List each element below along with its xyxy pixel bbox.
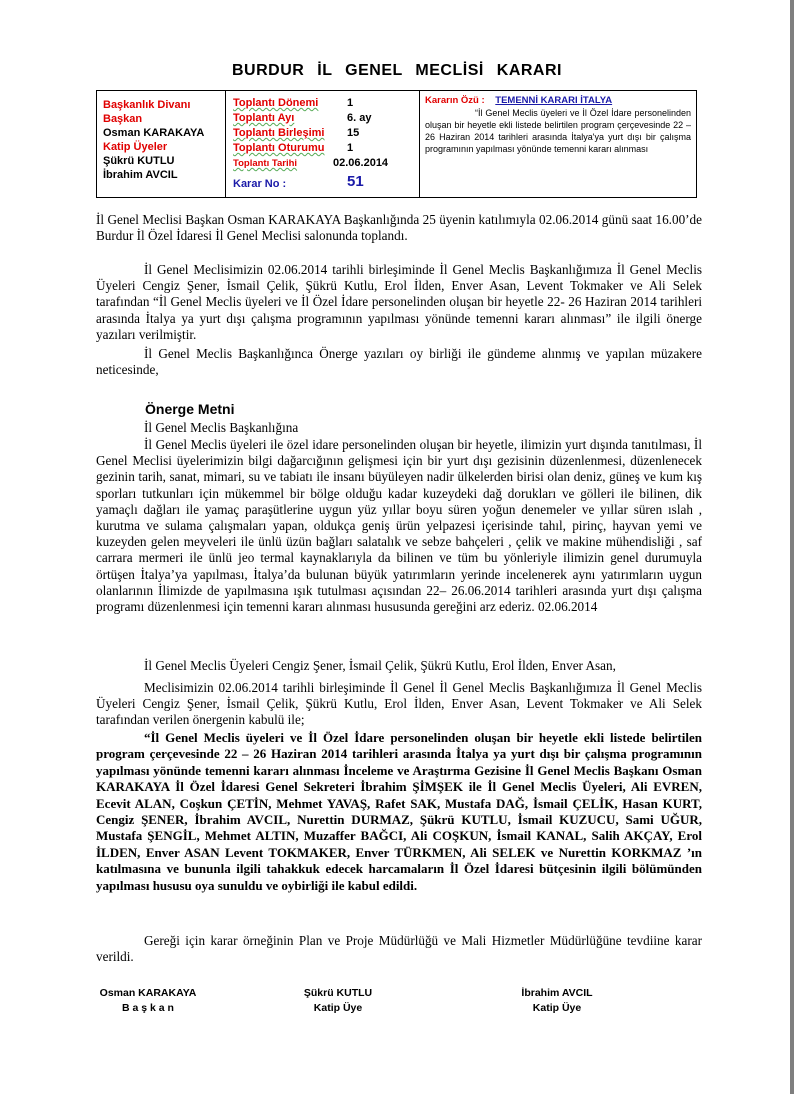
ay-value: 6. ay: [347, 112, 372, 124]
donem-label: Toplantı Dönemi: [233, 97, 319, 109]
header-table: [96, 90, 697, 198]
divan-label: Başkanlık Divanı: [103, 99, 191, 111]
onerge-heading: Önerge Metni: [145, 401, 235, 417]
decision-text: “İl Genel Meclis üyeleri ve İl Özel İdare personelinden oluşan bir heyetle ekli listede belirtilen program çerçevesinde 22 – 26 Haziran 2014 tarihleri arasında İtalya ya yurt dışı bir çalışma programının yapılması yönünde temenni kararı alınması İnceleme ve Araştırma Gezisine İl Genel Meclis Başkanı Osman KARAKAYA İl Özel İdaresi Genel Sekreteri İbrahim ŞİMŞEK ile İl Genel Meclis Üyeleri, Ali EVREN, Ecevit ALAN, Coşkun ÇETİN, Mehmet YAVAŞ, Rafet SAK, Mustafa DAĞ, İsmail ÇELİK, Hasan KURT, Cengiz ŞENER, İbrahim AVCIL, Nurettin DURMAZ, Şükrü KUTLU, İsmail KUZUCU, Sami UĞUR, Mustafa ŞENGİL, Mehmet ALTIN, Muzaffer BAĞCI, Ali COŞKUN, İsmail KANAL, Salih AKÇAY, Erol İLDEN, Enver ASAN Levent TOKMAKER, Enver TÜRKMEN, Ali SELEK ve Nurettin KORKMAZ ’ın katılmasına ve bununla ilgili tahakkuk edecek harcamaların İl Özel İdaresi bütçesinin ilgili bölümünden yapılması hususu oya sunuldu ve oybirliği ile kabul edildi.: [96, 730, 702, 893]
signature-role: Katip Üye: [313, 1002, 363, 1014]
signature-katip-1: [286, 986, 390, 1016]
document-title: BURDUR İL GENEL MECLİSİ KARARI: [232, 62, 562, 79]
tarih-value: 02.06.2014: [333, 157, 389, 169]
signature-role: B a ş k a n: [122, 1002, 174, 1014]
paragraph-5: Meclisimizin 02.06.2014 tarihli birleşiminde İl Genel İl Genel Meclis Başkanlığımıza İl Genel Meclis Üyeleri Cengiz Şener, İsmail Çelik, Şükrü Kutlu, Erol İlden, Enver Asan, Levent Tokmaker ve Ali Selek tarafından verilen önergenin kabulü ile;: [96, 680, 702, 728]
paragraph-2: İl Genel Meclisimizin 02.06.2014 tarihli birleşiminde İl Genel Meclis Başkanlığımıza İl Genel Meclis Üyeleri Cengiz Şener, İsmail Çelik, Şükrü Kutlu, Erol İlden, Enver Asan, Levent Tokmaker ve Ali Selek tarafından “İl Genel Meclis üyeleri ve İl Özel İdare personelinden oluşan bir heyetle 22- 26 Haziran 2014 tarihleri arasında İtalya ya yurt dışı çalışma programının yapılması yönünde temenni kararı alınması” ile ilgili önerge yazıları verilmiştir.: [96, 262, 702, 342]
onerge-signers: İl Genel Meclis Üyeleri Cengiz Şener, İsmail Çelik, Şükrü Kutlu, Erol İlden, Enver Asan,: [144, 658, 616, 673]
birlesim-label: Toplantı Birleşimi: [233, 127, 325, 139]
birlesim-value: 15: [347, 127, 360, 139]
signature-baskan: [96, 986, 200, 1016]
katip-name-2: İbrahim AVCIL: [103, 169, 178, 181]
signature-name: İbrahim AVCIL: [521, 987, 593, 999]
page-edge: [790, 0, 794, 1094]
karar-no-value: 51: [347, 173, 364, 190]
summary-heading: [425, 95, 612, 106]
paragraph-7: Gereği için karar örneğinin Plan ve Proje Müdürlüğü ve Mali Hizmetler Müdürlüğüne tevdiine karar verildi.: [96, 933, 702, 965]
katip-name-1: Şükrü KUTLU: [103, 155, 175, 167]
katip-label: Katip Üyeler: [103, 141, 168, 153]
paragraph-1: İl Genel Meclisi Başkan Osman KARAKAYA Başkanlığında 25 üyenin katılımıyla 02.06.2014 günü saat 16.00’de Burdur İl Özel İdaresi İl Genel Meclisi salonunda toplandı.: [96, 212, 702, 244]
signature-name: Şükrü KUTLU: [303, 987, 373, 999]
ay-label: Toplantı Ayı: [233, 112, 295, 124]
summary-description: “İl Genel Meclis üyeleri ve İl Özel İdare personelinden oluşan bir heyetle ekli listede belirtilen program çerçevesinde 22 – 26 Haziran 2014 tarihleri arasında İtalya'ya yurt dışı bir çalışma programının yapılması yönünde temenni kararı alınması: [425, 108, 691, 154]
baskan-label: Başkan: [103, 113, 143, 125]
summary-value: TEMENNİ KARARI İTALYA: [495, 95, 613, 106]
paragraph-3: İl Genel Meclis Başkanlığınca Önerge yazıları oy birliği ile gündeme alınmış ve yapılan müzakere neticesinde,: [96, 346, 702, 378]
signature-role: Katip Üye: [532, 1002, 582, 1014]
summary-cell: [419, 91, 696, 197]
signature-katip-2: [505, 986, 609, 1016]
summary-label: Kararın Özü :: [425, 95, 485, 106]
session-cell: [225, 91, 420, 197]
donem-value: 1: [347, 97, 354, 109]
baskan-name: Osman KARAKAYA: [103, 127, 205, 139]
signature-name: Osman KARAKAYA: [99, 987, 197, 999]
karar-no-label: Karar No :: [233, 178, 287, 190]
onerge-addressee: İl Genel Meclis Başkanlığına: [144, 420, 299, 435]
onerge-body: İl Genel Meclis üyeleri ile özel idare personelinden oluşan bir heyetle, ilimizin yurt dışında tanıtılması, İl Genel Meclisi üyelerimizin bilgi dağarcığının gelişmesi için bir yurt dışı gezisinin düzenlenmesi, düzenlenecek gezinin tarih, sanat, mimari, su ve tabiatı ile insanı büyüleyen nadir ülkelerden birisi olan deniz, güneş ve kum kış sporları tutkunları için mükemmel bir bölge olduğu kadar kuzeydeki dağ dorukları ve gölleri ile bilinen, dik yamaçlı dağları ile yamaç paraşütlerine uygun yüz yıllar boyu süren yoğun denemeler ve yıllar süren ıslah , kurutma ve sulama çalışmaları yapan, oldukça geniş ürün yelpazesi içerisinde tahıl, pirinç, hayvan yemi ve kuzeyden gelen meyveleri ile ünlü üzün bağları salatalık ve sebze bahçeleri , çelik ve makine mühendisliği , saf carrara mermeri ile ünlü jeo termal kaynaklarıyla da bilinen ve tüm bu yönleriyle ilimizin genel durumuyla örtüşen İtalya’ya yapılması, İtalya’da bulunan büyük yatırımların yerinde incelenerek aynı yatırımların uygun olanlarının İlimizde de yapılmasına ışık tutulması açısından 22– 26.06.2014 tarihleri arasında yurt dışı çalışma programı düzenlenmesi için temenni kararı alınması hususunda gereğini arz ederiz. 02.06.2014: [96, 437, 702, 615]
oturum-value: 1: [347, 142, 354, 154]
tarih-label: Toplantı Tarihi: [233, 158, 298, 169]
oturum-label: Toplantı Oturumu: [233, 142, 325, 154]
presidency-cell: [97, 91, 226, 197]
